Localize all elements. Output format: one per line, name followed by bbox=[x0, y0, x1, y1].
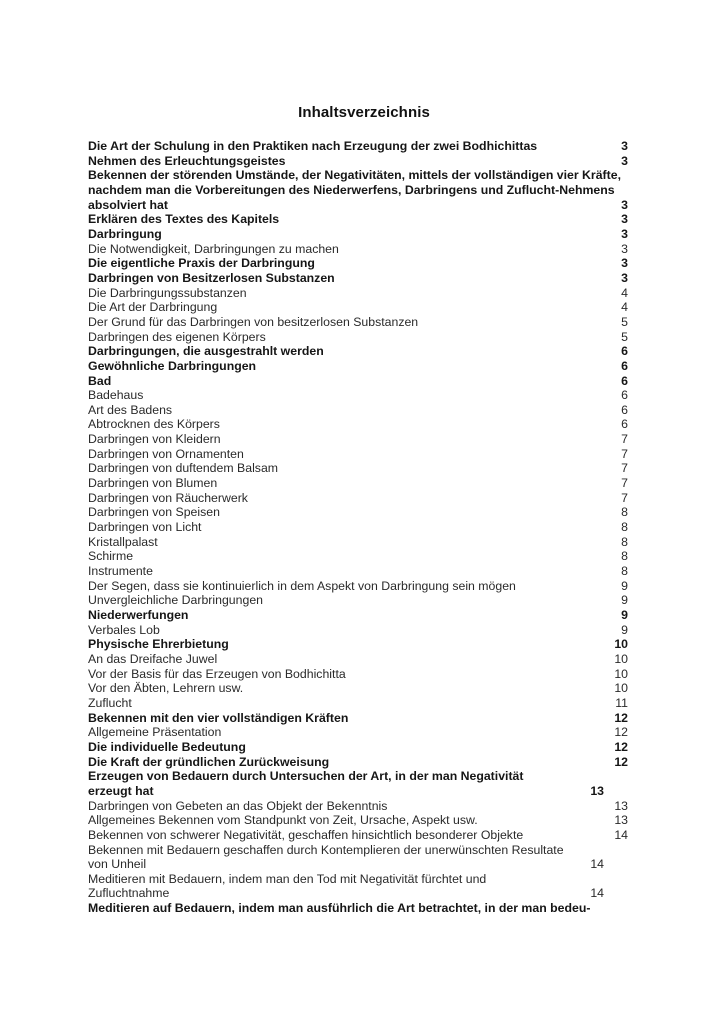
toc-entry-page-number: 3 bbox=[621, 256, 628, 271]
toc-entry[interactable] bbox=[88, 681, 628, 696]
toc-entry-title: Darbringen von Kleidern bbox=[88, 432, 221, 447]
toc-entry[interactable] bbox=[88, 300, 628, 315]
toc-entry-page-number: 14 bbox=[590, 886, 604, 901]
toc-entry[interactable] bbox=[88, 168, 628, 212]
toc-entry-page-number: 7 bbox=[621, 461, 628, 476]
toc-entry-title: Gewöhnliche Darbringungen bbox=[88, 358, 257, 373]
toc-entry-title: Kristallpalast bbox=[88, 534, 158, 549]
toc-entry[interactable] bbox=[88, 139, 628, 154]
toc-entry-page-number: 10 bbox=[614, 651, 628, 666]
toc-entry-page-number: 3 bbox=[621, 241, 628, 256]
toc-entry-title: Die eigentliche Praxis der Darbringung bbox=[88, 256, 315, 271]
toc-entry-page-number: 5 bbox=[621, 314, 628, 329]
toc-entry[interactable] bbox=[88, 286, 628, 301]
toc-entry-page-number: 13 bbox=[614, 798, 628, 813]
toc-entry-title: An das Dreifache Juwel bbox=[88, 651, 218, 666]
toc-entry[interactable] bbox=[88, 417, 628, 432]
toc-entry-title: Zuflucht bbox=[88, 695, 132, 710]
toc-entry[interactable] bbox=[88, 374, 628, 389]
toc-entry[interactable] bbox=[88, 154, 628, 169]
toc-entry-page-number: 4 bbox=[621, 285, 628, 300]
toc-entry-page-number: 12 bbox=[614, 710, 628, 725]
toc-entry-page-number: 7 bbox=[621, 476, 628, 491]
toc-entry-page-number: 8 bbox=[621, 505, 628, 520]
toc-entry[interactable] bbox=[88, 359, 628, 374]
toc-entry-title: Die Art der Schulung in den Praktiken nach Erzeugung der zwei Bodhichittas bbox=[88, 139, 538, 153]
toc-entry[interactable] bbox=[88, 637, 628, 652]
toc-entry-title: Darbringen von Besitzerlosen Substanzen bbox=[88, 270, 335, 285]
toc-entry-page-number: 8 bbox=[621, 549, 628, 564]
toc-entry[interactable] bbox=[88, 549, 628, 564]
toc-entry-title: Darbringung bbox=[88, 226, 162, 241]
toc-entry[interactable] bbox=[88, 667, 628, 682]
toc-entry[interactable] bbox=[88, 564, 628, 579]
toc-entry-page-number: 10 bbox=[614, 666, 628, 681]
toc-entry-title: Unvergleichliche Darbringungen bbox=[88, 593, 263, 608]
toc-entry-title: Die individuelle Bedeutung bbox=[88, 739, 246, 754]
toc-entry[interactable] bbox=[88, 520, 628, 535]
toc-entry-page-number: 8 bbox=[621, 534, 628, 549]
toc-entry-page-number: 7 bbox=[621, 432, 628, 447]
toc-entry-title: Darbringen des eigenen Körpers bbox=[88, 329, 266, 344]
toc-entry[interactable] bbox=[88, 813, 628, 828]
toc-entry-page-number: 6 bbox=[621, 402, 628, 417]
toc-entry-page-number: 3 bbox=[621, 226, 628, 241]
toc-entry[interactable] bbox=[88, 828, 628, 843]
toc-entry[interactable] bbox=[88, 256, 628, 271]
toc-entry-title: Darbringen von Licht bbox=[88, 520, 202, 535]
toc-entry[interactable] bbox=[88, 579, 628, 594]
toc-entry[interactable] bbox=[88, 227, 628, 242]
toc-entry-title: Die Art der Darbringung bbox=[88, 300, 218, 315]
toc-entry-title: Bekennen der störenden Umstände, der Negativitäten, mittels der vollständigen vier Kräfte, nachdem man die Vorbereitungen des Niederwerfens, Darbringens und Zuflucht-Nehmens absolviert hat bbox=[88, 168, 622, 212]
toc-entry[interactable] bbox=[88, 872, 628, 901]
toc-entry[interactable] bbox=[88, 755, 628, 770]
toc-entry-page-number: 13 bbox=[590, 783, 604, 798]
toc-entry-page-number: 6 bbox=[621, 388, 628, 403]
toc-entry-title: Bekennen mit den vier vollständigen Kräften bbox=[88, 710, 349, 725]
toc-entry[interactable] bbox=[88, 491, 628, 506]
toc-entry-title: Instrumente bbox=[88, 564, 153, 579]
toc-entry-title: Bad bbox=[88, 373, 112, 388]
toc-entry-page-number: 6 bbox=[621, 417, 628, 432]
toc-entry[interactable] bbox=[88, 725, 628, 740]
toc-entry[interactable] bbox=[88, 652, 628, 667]
toc-entry-title: Darbringen von Gebeten an das Objekt der Bekenntnis bbox=[88, 798, 388, 813]
toc-entry-title: Darbringen von Speisen bbox=[88, 505, 220, 520]
toc-entry-title: Allgemeine Präsentation bbox=[88, 725, 222, 740]
toc-entry[interactable] bbox=[88, 447, 628, 462]
toc-entry-page-number: 3 bbox=[621, 197, 628, 212]
toc-entry[interactable] bbox=[88, 843, 628, 872]
toc-entry-page-number: 7 bbox=[621, 490, 628, 505]
toc-entry-page-number: 4 bbox=[621, 300, 628, 315]
toc-entry[interactable] bbox=[88, 696, 628, 711]
toc-entry[interactable] bbox=[88, 212, 628, 227]
toc-entry[interactable] bbox=[88, 461, 628, 476]
toc-entry-page-number: 6 bbox=[621, 358, 628, 373]
toc-entry-title: Badehaus bbox=[88, 388, 144, 403]
toc-entry-page-number: 8 bbox=[621, 520, 628, 535]
toc-entry-title: Verbales Lob bbox=[88, 622, 160, 637]
toc-entry-page-number: 13 bbox=[614, 813, 628, 828]
toc-entry[interactable] bbox=[88, 535, 628, 550]
toc-entry[interactable] bbox=[88, 769, 628, 798]
toc-entry[interactable] bbox=[88, 388, 628, 403]
toc-entry-page-number: 7 bbox=[621, 446, 628, 461]
toc-entry-page-number: 12 bbox=[614, 725, 628, 740]
toc-entry-title: Erzeugen von Bedauern durch Untersuchen der Art, in der man Negativität erzeugt hat bbox=[88, 769, 524, 798]
toc-entry-title: Physische Ehrerbietung bbox=[88, 637, 229, 652]
toc-entry-page-number: 6 bbox=[621, 373, 628, 388]
toc-entry-page-number: 12 bbox=[614, 754, 628, 769]
toc-entry-page-number: 12 bbox=[614, 739, 628, 754]
toc-entry-title: Die Kraft der gründlichen Zurückweisung bbox=[88, 754, 330, 769]
toc-entry[interactable] bbox=[88, 799, 628, 814]
toc-entry-title: Die Notwendigkeit, Darbringungen zu machen bbox=[88, 241, 339, 256]
toc-entry[interactable] bbox=[88, 476, 628, 491]
toc-entry[interactable] bbox=[88, 593, 628, 608]
toc-entry-page-number: 14 bbox=[590, 857, 604, 872]
toc-entry-page-number: 9 bbox=[621, 593, 628, 608]
toc-entry-page-number: 10 bbox=[614, 637, 628, 652]
toc-entry[interactable] bbox=[88, 711, 628, 726]
toc-entry-title: Der Grund für das Darbringen von besitzerlosen Substanzen bbox=[88, 314, 419, 329]
toc-entry[interactable] bbox=[88, 242, 628, 257]
toc-entry[interactable] bbox=[88, 271, 628, 286]
toc-entry-title: Darbringen von Blumen bbox=[88, 476, 218, 491]
toc-entry-page-number: 14 bbox=[614, 827, 628, 842]
toc-entry-page-number: 8 bbox=[621, 564, 628, 579]
toc-entry-page-number: 5 bbox=[621, 329, 628, 344]
page-title: Inhaltsverzeichnis bbox=[298, 104, 430, 121]
toc-entry-title: Schirme bbox=[88, 549, 134, 564]
toc-entry[interactable] bbox=[88, 403, 628, 418]
toc-entry-title: Erklären des Textes des Kapitels bbox=[88, 212, 280, 227]
toc-entry-title: Darbringen von Ornamenten bbox=[88, 446, 244, 461]
toc-entry[interactable] bbox=[88, 432, 628, 447]
toc-entry-title: Der Segen, dass sie kontinuierlich in dem Aspekt von Darbringung sein mögen bbox=[88, 578, 516, 593]
toc-entry-title: Meditieren auf Bedauern, indem man ausführlich die Art betrachtet, in der man bedeu- bbox=[88, 901, 591, 916]
toc-entry[interactable] bbox=[88, 505, 628, 520]
table-of-contents bbox=[88, 139, 628, 916]
toc-entry-title: Darbringungen, die ausgestrahlt werden bbox=[88, 344, 324, 359]
toc-entry-title: Bekennen von schwerer Negativität, geschaffen hinsichtlich besonderer Objekte bbox=[88, 827, 524, 842]
toc-entry-title: Darbringen von Räucherwerk bbox=[88, 490, 248, 505]
toc-entry-page-number: 9 bbox=[621, 608, 628, 622]
toc-entry-page-number: 3 bbox=[621, 139, 628, 153]
toc-entry-title: Niederwerfungen bbox=[88, 608, 189, 622]
toc-entry-title: Art des Badens bbox=[88, 402, 173, 417]
toc-entry-title: Allgemeines Bekennen vom Standpunkt von Zeit, Ursache, Aspekt usw. bbox=[88, 813, 478, 828]
toc-entry[interactable] bbox=[88, 901, 628, 916]
toc-entry-title: Vor der Basis für das Erzeugen von Bodhichitta bbox=[88, 666, 346, 681]
toc-entry-page-number: 11 bbox=[615, 695, 628, 710]
toc-entry-title: Darbringen von duftendem Balsam bbox=[88, 461, 279, 476]
toc-entry-page-number: 9 bbox=[621, 578, 628, 593]
toc-entry-title: Abtrocknen des Körpers bbox=[88, 417, 220, 432]
toc-entry[interactable] bbox=[88, 330, 628, 345]
toc-entry-page-number: 3 bbox=[621, 270, 628, 285]
toc-entry[interactable] bbox=[88, 740, 628, 755]
toc-entry-page-number: 3 bbox=[621, 153, 628, 168]
toc-entry-page-number: 10 bbox=[614, 681, 628, 696]
toc-entry-title: Die Darbringungssubstanzen bbox=[88, 285, 247, 300]
toc-entry-page-number: 9 bbox=[621, 622, 628, 637]
toc-entry[interactable] bbox=[88, 608, 628, 623]
toc-entry-page-number: 6 bbox=[621, 344, 628, 359]
toc-entry-page-number: 3 bbox=[621, 212, 628, 227]
toc-entry-title: Bekennen mit Bedauern geschaffen durch Kontemplieren der unerwünschten Resultate von Unheil bbox=[88, 842, 564, 872]
toc-entry-title: Meditieren mit Bedauern, indem man den Tod mit Negativität fürchtet und Zufluchtnahme bbox=[88, 871, 487, 901]
toc-entry[interactable] bbox=[88, 315, 628, 330]
toc-entry-title: Nehmen des Erleuchtungsgeistes bbox=[88, 153, 286, 168]
toc-entry[interactable] bbox=[88, 344, 628, 359]
toc-entry-title: Vor den Äbten, Lehrern usw. bbox=[88, 681, 244, 696]
toc-entry[interactable] bbox=[88, 623, 628, 638]
